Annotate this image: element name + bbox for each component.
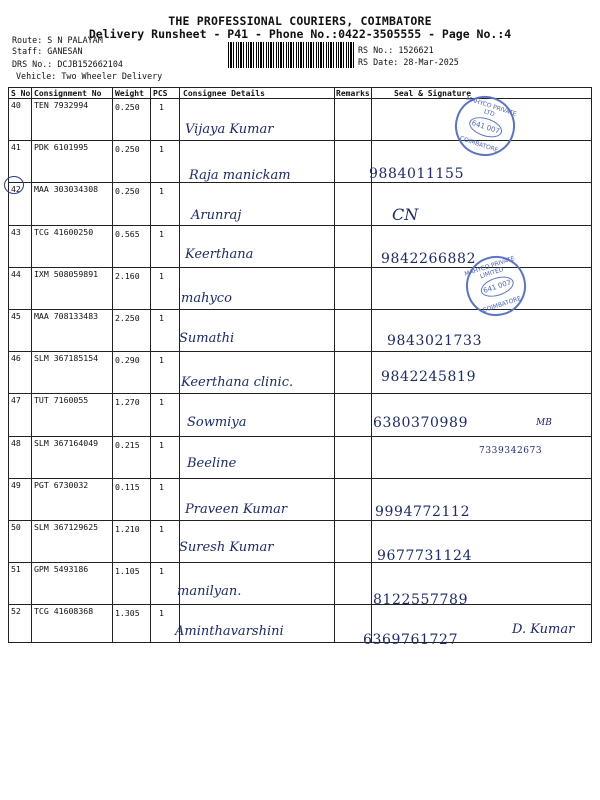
row-pcs: 1 — [159, 102, 164, 112]
seal-1-pin: 641 007 — [467, 113, 505, 141]
page-title: THE PROFESSIONAL COURIERS, COIMBATORE — [168, 14, 432, 28]
row-weight: 0.115 — [115, 481, 140, 492]
row-47-mark: MB — [536, 418, 552, 428]
row-divider — [9, 562, 591, 563]
col-header-sno: S No — [11, 89, 31, 98]
row-sno: 49 — [11, 479, 21, 490]
seal-1-name: MAHYCO PRIVATE LTD — [465, 95, 518, 119]
row-sno: 44 — [11, 268, 21, 279]
row-consignee-name: Vijaya Kumar — [185, 122, 274, 137]
row-sno: 46 — [11, 353, 21, 364]
row-pcs: 1 — [159, 313, 164, 323]
row-sno: 40 — [11, 100, 21, 110]
row-pcs: 1 — [159, 228, 164, 239]
seal-2-pin: 641 007 — [478, 273, 516, 301]
col-header-weight: Weight — [115, 89, 144, 98]
row-signature-phone: 9842245819 — [381, 369, 477, 386]
row-consignment-no: SLM 367185154 — [34, 353, 99, 364]
row-consignment-no: MAA 708133483 — [34, 311, 99, 321]
col-header-consignee: Consignee Details — [183, 89, 265, 98]
row-consignee-name: Beeline — [187, 455, 237, 471]
row-divider — [9, 182, 591, 183]
row-consignee-name: Keerthana — [185, 246, 254, 262]
row-42-circle-mark — [4, 176, 24, 194]
runsheet-table — [8, 87, 592, 649]
rs-number: RS No.: 1526621 — [358, 45, 434, 55]
row-weight: 0.250 — [115, 186, 140, 197]
row-divider — [9, 351, 591, 352]
row-consignee-name: Praveen Kumar — [185, 501, 288, 517]
rs-date: RS Date: 28-Mar-2025 — [358, 57, 459, 67]
row-signature-phone: 9994772112 — [375, 503, 471, 520]
row-consignment-no: SLM 367129625 — [34, 522, 99, 532]
row-consignee-name: Arunraj — [191, 208, 242, 224]
row-sno: 52 — [11, 606, 21, 617]
row-consignment-no: MAA 303034308 — [34, 184, 99, 195]
row-weight: 2.160 — [115, 270, 140, 281]
row-consignee-name: mahyco — [181, 290, 232, 306]
row-consignee-name: Sumathi — [179, 331, 235, 346]
row-signature-phone: 9677731124 — [377, 548, 473, 564]
staff-label: Staff: GANESAN — [12, 46, 83, 56]
row-signature-phone: 9843021733 — [387, 333, 483, 349]
row-pcs: 1 — [159, 355, 164, 366]
row-pcs: 1 — [159, 439, 164, 450]
row-sno: 41 — [11, 142, 21, 153]
col-header-seal: Seal & Signature — [394, 89, 472, 98]
seal-2-city: COIMBATORE — [481, 295, 523, 315]
row-42-initials: CN — [392, 205, 419, 224]
row-signature-phone: 9884011155 — [369, 166, 465, 183]
row-signature-phone: 6369761727 — [363, 632, 459, 649]
row-sno: 48 — [11, 437, 21, 448]
row-divider — [9, 225, 591, 226]
row-divider — [9, 393, 591, 394]
row-pcs: 1 — [159, 186, 164, 197]
row-pcs: 1 — [159, 608, 164, 619]
row-pcs: 1 — [159, 397, 164, 408]
row-weight: 1.105 — [115, 566, 140, 577]
seal-1-city: COIMBATORE — [458, 135, 500, 155]
row-consignee-name: manilyan. — [177, 584, 242, 600]
row-divider — [9, 520, 591, 521]
row-pcs: 1 — [159, 481, 164, 492]
row-consignee-name: Suresh Kumar — [179, 540, 274, 555]
vehicle-label: Vehicle: Two Wheeler Delivery — [16, 71, 163, 81]
row-consignment-no: PGT 6730032 — [34, 479, 89, 490]
row-consignment-no: TCG 41608368 — [34, 606, 94, 617]
row-consignee-name: Raja manickam — [189, 168, 291, 184]
row-consignee-name: Keerthana clinic. — [181, 375, 294, 391]
row-sno: 43 — [11, 226, 21, 237]
row-pcs: 1 — [159, 566, 164, 577]
row-weight: 2.250 — [115, 313, 140, 323]
row-weight: 1.210 — [115, 524, 140, 534]
row-sno: 51 — [11, 564, 21, 575]
row-pcs: 1 — [159, 270, 164, 281]
seal-2-name: MAHYCO PRIVATE LIMITED — [463, 255, 516, 281]
row-weight: 1.305 — [115, 608, 140, 619]
row-pcs: 1 — [159, 524, 164, 534]
row-pcs: 1 — [159, 144, 164, 155]
col-header-consignment: Consignment No — [34, 89, 102, 98]
row-consignee-name: Sowmiya — [187, 415, 247, 431]
row-sno: 45 — [11, 311, 21, 321]
row-signature-phone: 8122557789 — [373, 592, 469, 609]
drs-number: DRS No.: DCJB152662104 — [12, 59, 123, 69]
col-header-pcs: PCS — [153, 89, 168, 98]
row-52-signature: D. Kumar — [512, 622, 575, 637]
route-label: Route: S N PALAYAM — [12, 35, 103, 45]
row-consignment-no: SLM 367164049 — [34, 437, 99, 448]
row-weight: 0.215 — [115, 439, 140, 450]
runsheet-subtitle: Delivery Runsheet - P41 - Phone No.:0422-3505555 - Page No.:4 — [88, 27, 512, 41]
row-divider — [9, 478, 591, 479]
row-consignee-name: Aminthavarshini — [175, 624, 284, 640]
row-weight: 0.290 — [115, 355, 140, 366]
row-sno: 42 — [11, 184, 21, 195]
row-sno: 47 — [11, 395, 21, 406]
row-divider — [9, 604, 591, 605]
row-weight: 1.270 — [115, 397, 140, 408]
row-divider — [9, 436, 591, 437]
row-consignment-no: PDK 6101995 — [34, 142, 89, 153]
row-consignment-no: IXM 508059891 — [34, 268, 99, 279]
row-weight: 0.250 — [115, 102, 140, 112]
row-consignment-no: TCG 41600250 — [34, 226, 94, 237]
row-weight: 0.565 — [115, 228, 140, 239]
row-consignment-no: GPM 5493186 — [34, 564, 89, 575]
barcode — [228, 42, 354, 68]
row-signature-phone: 7339342673 — [479, 445, 543, 456]
row-signature-phone: 6380370989 — [373, 415, 469, 432]
col-header-remarks: Remarks — [336, 89, 370, 98]
row-consignment-no: TEN 7932994 — [34, 100, 89, 110]
row-sno: 50 — [11, 522, 21, 532]
row-consignment-no: TUT 7160055 — [34, 395, 89, 406]
row-weight: 0.250 — [115, 144, 140, 155]
row-signature-phone: 9842266882 — [381, 250, 477, 267]
